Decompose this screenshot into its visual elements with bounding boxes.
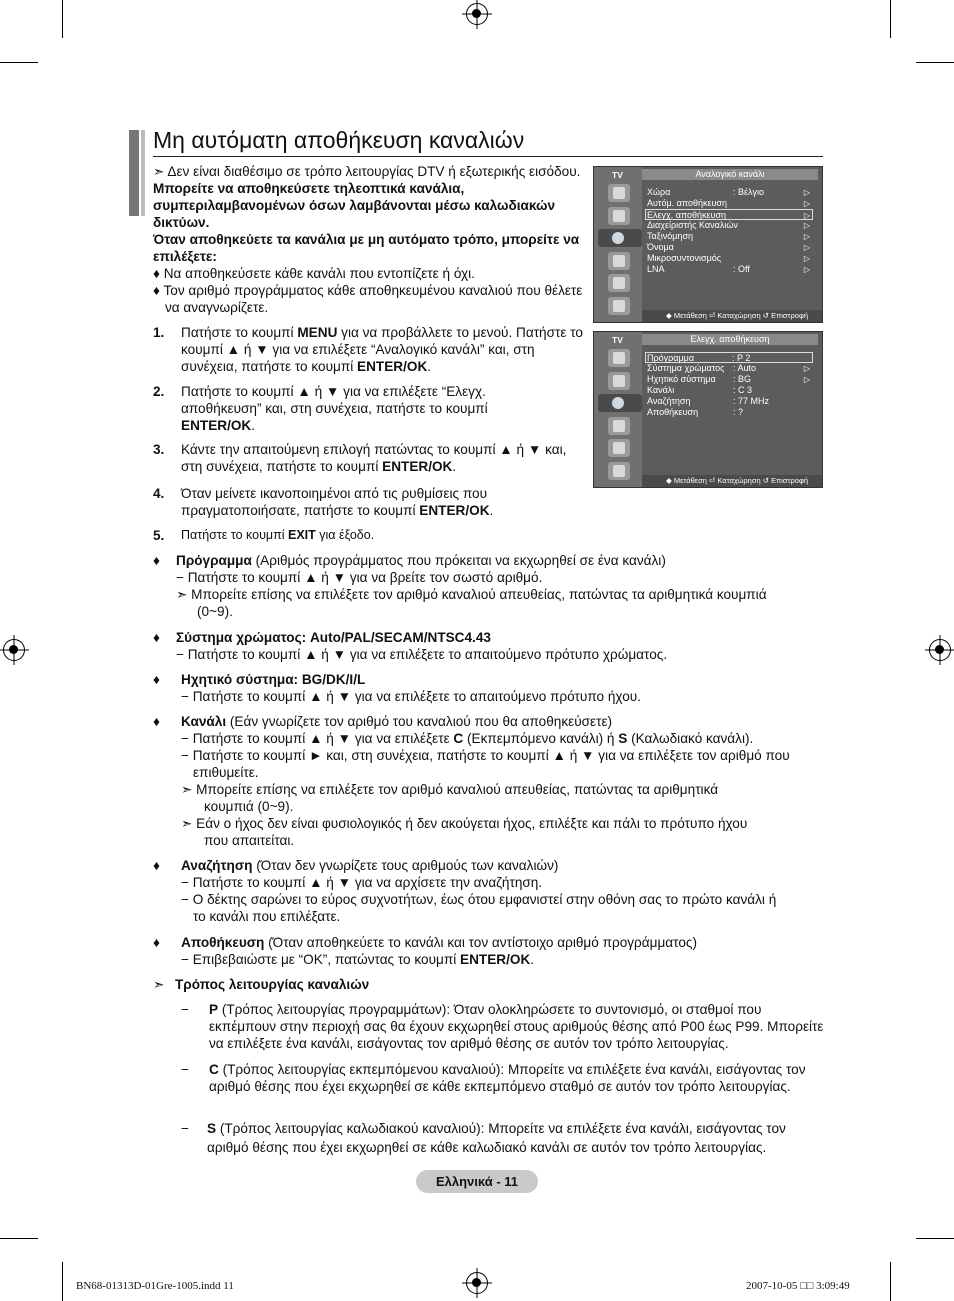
- setup-menu-icon: [608, 252, 630, 270]
- step-number: 4.: [153, 486, 165, 501]
- dash-icon: −: [181, 1121, 189, 1136]
- registration-mark-icon: [466, 3, 488, 25]
- arrow-right-icon: ▷: [803, 188, 810, 197]
- step-text-part: για να προβάλλετε το μενού. Πατήστε το κουμπί ▲ ή ▼ για να επιλέξετε “Αναλογικό κανάλι” και, στη συνέχεια, πατήστε το κουμπί: [181, 325, 583, 374]
- step-number: 3.: [153, 442, 165, 457]
- channel-menu-icon: [598, 394, 642, 412]
- crop-mark: [916, 62, 954, 63]
- step-text-part: .: [489, 503, 494, 518]
- title-accent-bar: [141, 130, 145, 216]
- tv-menu-manual-store: [593, 331, 823, 488]
- row-key: Αναζήτηση: [647, 396, 691, 406]
- tv-menu-header: Αναλογικό κανάλι: [642, 169, 818, 180]
- tv-menu-analog-channel: [593, 166, 823, 323]
- mode-s-text: [207, 1120, 837, 1137]
- search-heading: [181, 857, 836, 874]
- digital-menu-icon: [608, 297, 630, 315]
- mode-p-desc: (Τρόπος λειτουργίας προγραμμάτων): Όταν ολοκληρώσετε το συντονισμό, οι σταθμοί που εκπέμπουν στην περιοχή σας θα έχουν εκχωρηθεί στους αριθμούς θέσης από P00 έως P99. Μπορείτε να επιλέξετε ένα κανάλι, εισάγοντας τον αριθμό θέσης σε αυτόν τον τρόπο λειτουργίας.: [209, 1002, 824, 1051]
- step-text: [181, 527, 583, 544]
- text-part: − Πατήστε το κουμπί ▲ ή ▼ για να επιλέξετε: [181, 731, 454, 746]
- channel-note-2-cont: που απαιτείται.: [204, 833, 295, 848]
- file-slug: BN68-01313D-01Gre-1005.indd 11: [76, 1280, 234, 1292]
- dash-icon: −: [181, 1002, 189, 1017]
- tv-menu-row[interactable]: [647, 407, 812, 418]
- page-title: Μη αυτόματη αποθήκευση καναλιών: [153, 127, 525, 153]
- program-heading: [176, 552, 836, 569]
- enter-key: ENTER/OK: [181, 418, 252, 433]
- digital-menu-icon: [608, 462, 630, 480]
- dash-icon: −: [181, 1062, 189, 1077]
- crop-mark: [0, 1238, 38, 1239]
- row-key: Ταξινόμηση: [647, 231, 693, 241]
- search-desc: (Όταν δεν γνωρίζετε τους αριθμούς των καναλιών): [252, 858, 559, 873]
- tv-menu-row[interactable]: [647, 374, 812, 385]
- arrow-right-icon: ▷: [803, 232, 810, 241]
- mode-p-text: [209, 1001, 829, 1052]
- registration-mark-icon: [466, 1272, 488, 1294]
- row-key: Όνομα: [647, 242, 674, 252]
- crop-mark: [890, 0, 891, 38]
- row-value: : ?: [733, 407, 744, 417]
- enter-key: ENTER/OK: [357, 359, 428, 374]
- mode-c-label: C: [209, 1062, 219, 1077]
- search-line-2: − Ο δέκτης σαρώνει το εύρος συχνοτήτων, έως ότου εμφανιστεί στην οθόνη σας το πρώτο κανάλι ή: [181, 892, 777, 907]
- input-menu-icon: [608, 274, 630, 292]
- bullet-icon: ♦: [153, 714, 160, 729]
- crop-mark: [0, 62, 38, 63]
- step-text-part: .: [427, 359, 432, 374]
- menu-key: MENU: [297, 325, 338, 340]
- mode-s-text-cont: αριθμό θέσης που έχει εκχωρηθεί σε κάθε καλωδιακό κανάλι σε αυτόν τον τρόπο λειτουργίας.: [207, 1140, 767, 1155]
- tv-menu-row-selected[interactable]: [645, 352, 813, 363]
- program-line: − Πατήστε το κουμπί ▲ ή ▼ για να βρείτε τον σωστό αριθμό.: [176, 570, 543, 585]
- title-rule: [153, 156, 823, 157]
- program-label: Πρόγραμμα: [176, 553, 252, 568]
- crop-mark: [62, 1262, 63, 1301]
- row-key: Ηχητικό σύστημα: [647, 374, 716, 384]
- exit-key: EXIT: [288, 528, 316, 542]
- row-key: Πρόγραμμα: [647, 353, 695, 363]
- step-text: [181, 441, 583, 475]
- tv-menu-row[interactable]: [647, 385, 812, 396]
- step-text: [181, 485, 521, 519]
- mode-c-label: C: [453, 731, 464, 746]
- title-accent-bar: [129, 130, 139, 216]
- registration-mark-icon: [929, 639, 951, 661]
- picture-menu-icon: [608, 349, 630, 367]
- row-key: Αυτόμ. αποθήκευση: [647, 198, 727, 208]
- row-value: : Off: [733, 264, 750, 274]
- sound-system-line: − Πατήστε το κουμπί ▲ ή ▼ για να επιλέξετε το απαιτούμενο πρότυπο ήχου.: [181, 689, 641, 704]
- tv-menu-row[interactable]: [647, 231, 812, 242]
- row-key: Σύστημα χρώματος: [647, 363, 725, 373]
- tv-menu-row[interactable]: [647, 242, 812, 253]
- intro-bold-1: Μπορείτε να αποθηκεύσετε τηλεοπτικά κανάλια, συμπεριλαμβανομένων όσων λαμβάνονται μέσω καλωδιακών δικτύων.: [153, 181, 556, 230]
- program-note: ➣ Μπορείτε επίσης να επιλέξετε τον αριθμό καναλιού απευθείας, πατώντας τα αριθμητικά κουμπιά: [176, 587, 767, 602]
- arrow-right-icon: ▷: [803, 375, 810, 384]
- text-part: .: [530, 952, 535, 967]
- store-line: [181, 951, 836, 968]
- channel-label: Κανάλι: [181, 714, 227, 729]
- intro-bullet-1: ♦ Να αποθηκεύσετε κάθε κανάλι που εντοπίζετε ή όχι.: [153, 266, 475, 281]
- mode-c-text: [209, 1061, 829, 1095]
- row-key: Μικροσυντονισμός: [647, 253, 722, 263]
- bullet-icon: ♦: [153, 858, 160, 873]
- sound-menu-icon: [608, 207, 630, 225]
- channel-mode-heading: Τρόπος λειτουργίας καναλιών: [175, 977, 370, 992]
- channel-heading: [181, 713, 836, 730]
- enter-key: ENTER/OK: [460, 952, 531, 967]
- channel-desc: (Εάν γνωρίζετε τον αριθμό του καναλιού που θα αποθηκεύσετε): [226, 714, 613, 729]
- channel-line-2-cont: επιθυμείτε.: [193, 765, 259, 780]
- channel-note-1: ➣ Μπορείτε επίσης να επιλέξετε τον αριθμό καναλιού απευθείας, πατώντας τα αριθμητικά: [181, 782, 719, 797]
- tv-menu-row[interactable]: [647, 363, 812, 374]
- intro-note: ➣ Δεν είναι διαθέσιμο σε τρόπο λειτουργίας DTV ή εξωτερικής εισόδου.: [153, 164, 581, 179]
- mode-s-desc: (Τρόπος λειτουργίας καλωδιακού καναλιού): Μπορείτε να επιλέξετε ένα κανάλι, εισάγοντας τον: [216, 1121, 786, 1136]
- step-text: [181, 324, 583, 375]
- step-text-part: .: [452, 459, 457, 474]
- sound-menu-icon: [608, 372, 630, 390]
- text-part: (Εκπεμπόμενο κανάλι) ή: [463, 731, 619, 746]
- arrow-right-icon: ▷: [803, 243, 810, 252]
- row-key: LNA: [647, 264, 665, 274]
- step-text: [181, 383, 531, 434]
- bullet-icon: ♦: [153, 672, 160, 687]
- tv-menu-footer: ◆ Μετάθεση ⏎ Καταχώρηση ↺ Επιστροφή: [642, 310, 822, 322]
- step-number: 1.: [153, 325, 165, 340]
- intro-bold-2: Όταν αποθηκεύετε τα κανάλια με μη αυτόματο τρόπο, μπορείτε να επιλέξετε:: [153, 232, 580, 264]
- tv-menu-row[interactable]: [647, 253, 812, 264]
- row-key: Διαχείριστής Καναλιών: [647, 220, 738, 230]
- color-system-line: − Πατήστε το κουμπί ▲ ή ▼ για να επιλέξετε το απαιτούμενο πρότυπο χρώματος.: [176, 647, 668, 662]
- tv-label: TV: [612, 335, 623, 345]
- store-heading: [181, 934, 836, 951]
- bullet-icon: ♦: [153, 630, 160, 645]
- crop-mark: [890, 1262, 891, 1301]
- channel-note-1-cont: κουμπιά (0~9).: [204, 799, 294, 814]
- channel-note-2: ➣ Εάν ο ήχος δεν είναι φυσιολογικός ή δεν ακούγεται ήχος, επιλέξτε και πάλι το πρότυπο ήχου: [181, 816, 748, 831]
- input-menu-icon: [608, 439, 630, 457]
- step-text-part: Πατήστε το κουμπί: [181, 528, 288, 542]
- search-label: Αναζήτηση: [181, 858, 253, 873]
- bullet-icon: ♦: [153, 553, 160, 568]
- step-text-part: για έξοδο.: [315, 528, 375, 542]
- text-part: (Καλωδιακό κανάλι).: [627, 731, 754, 746]
- row-value: : C 3: [733, 385, 753, 395]
- step-text-part: Πατήστε το κουμπί: [181, 325, 298, 340]
- enter-key: ENTER/OK: [419, 503, 490, 518]
- channel-line-1: [181, 730, 836, 747]
- picture-menu-icon: [608, 184, 630, 202]
- store-label: Αποθήκευση: [181, 935, 265, 950]
- arrow-right-icon: ▷: [803, 211, 810, 220]
- mode-p-label: P: [209, 1002, 219, 1017]
- step-text-part: .: [251, 418, 256, 433]
- step-number: 5.: [153, 528, 165, 543]
- crop-mark: [916, 1238, 954, 1239]
- tv-menu-row[interactable]: [647, 396, 812, 407]
- step-number: 2.: [153, 384, 165, 399]
- note-arrow-icon: ➣: [153, 977, 165, 992]
- date-slug: 2007-10-05 □□ 3:09:49: [746, 1280, 850, 1292]
- store-desc: (Όταν αποθηκεύετε το κανάλι και τον αντίστοιχο αριθμό προγράμματος): [264, 935, 697, 950]
- tv-menu-footer: ◆ Μετάθεση ⏎ Καταχώρηση ↺ Επιστροφή: [642, 475, 822, 487]
- tv-menu-row[interactable]: [647, 198, 812, 209]
- tv-menu-row[interactable]: [647, 264, 812, 275]
- step-text-part: Όταν μείνετε ικανοποιημένοι από τις ρυθμίσεις που πραγματοποιήσατε, πατήστε το κουμπί: [181, 486, 488, 518]
- row-value: : 77 MHz: [733, 396, 770, 406]
- arrow-right-icon: ▷: [803, 254, 810, 263]
- text-part: − Επιβεβαιώστε με “OK”, πατώντας το κουμπί: [181, 952, 461, 967]
- row-key: Χώρα: [647, 187, 671, 197]
- tv-menu-row[interactable]: [647, 220, 812, 231]
- channel-menu-icon: [598, 229, 642, 247]
- row-key: Κανάλι: [647, 385, 675, 395]
- tv-label: TV: [612, 170, 623, 180]
- bullet-icon: ♦: [153, 935, 160, 950]
- mode-c-desc: (Τρόπος λειτουργίας εκπεμπόμενου καναλιού): Μπορείτε να επιλέξετε ένα κανάλι, εισάγοντας τον αριθμό θέσης που έχει εκχωρηθεί σε κάθε εκπεμπόμενο σταθμό σε αυτόν τον τρόπο λειτουργίας.: [209, 1062, 806, 1094]
- mode-s-label: S: [207, 1121, 217, 1136]
- color-system-heading: Σύστημα χρώματος: Auto/PAL/SECAM/NTSC4.43: [176, 630, 491, 645]
- step-text-part: Κάντε την απαιτούμενη επιλογή πατώντας το κουμπί ▲ ή ▼ και, στη συνέχεια, πατήστε το κουμπί: [181, 442, 567, 474]
- intro-bullet-2: ♦ Τον αριθμό προγράμματος κάθε αποθηκευμένου καναλιού που θέλετε να αναγνωρίζετε.: [153, 283, 583, 315]
- registration-mark-icon: [3, 639, 25, 661]
- row-value: : Βέλγιο: [733, 187, 765, 197]
- channel-line-2: − Πατήστε το κουμπί ► και, στη συνέχεια, πατήστε το κουμπί ▲ ή ▼ για να επιλέξετε τον αριθμό που: [181, 748, 790, 763]
- tv-menu-header: Ελεγχ. αποθήκευση: [642, 334, 818, 345]
- search-line-2-cont: το κανάλι που επιλέξατε.: [193, 909, 341, 924]
- row-value: : BG: [733, 374, 752, 384]
- tv-menu-row-selected[interactable]: [645, 209, 813, 220]
- program-note-cont: (0~9).: [197, 604, 233, 619]
- row-key: Ελεγχ. αποθήκευση: [647, 210, 727, 220]
- step-text-part: Πατήστε το κουμπί ▲ ή ▼ για να επιλέξετε “Ελεγχ. αποθήκευση” και, στη συνέχεια, πατήστε το κουμπί: [181, 384, 488, 416]
- page-number-badge: Ελληνικά - 11: [416, 1170, 538, 1193]
- tv-menu-row[interactable]: [647, 187, 812, 198]
- arrow-right-icon: ▷: [803, 265, 810, 274]
- row-key: Αποθήκευση: [647, 407, 699, 417]
- enter-key: ENTER/OK: [382, 459, 453, 474]
- crop-mark: [62, 0, 63, 38]
- program-desc: (Αριθμός προγράμματος που πρόκειται να εκχωρηθεί σε ένα κανάλι): [251, 553, 666, 568]
- arrow-right-icon: ▷: [803, 364, 810, 373]
- setup-menu-icon: [608, 417, 630, 435]
- row-value: : Auto: [733, 363, 757, 373]
- row-value: : P 2: [732, 353, 751, 363]
- search-line-1: − Πατήστε το κουμπί ▲ ή ▼ για να αρχίσετε την αναζήτηση.: [181, 875, 543, 890]
- sound-system-heading: Ηχητικό σύστημα: BG/DK/I/L: [181, 672, 366, 687]
- arrow-right-icon: ▷: [803, 199, 810, 208]
- arrow-right-icon: ▷: [803, 221, 810, 230]
- mode-s-label: S: [618, 731, 628, 746]
